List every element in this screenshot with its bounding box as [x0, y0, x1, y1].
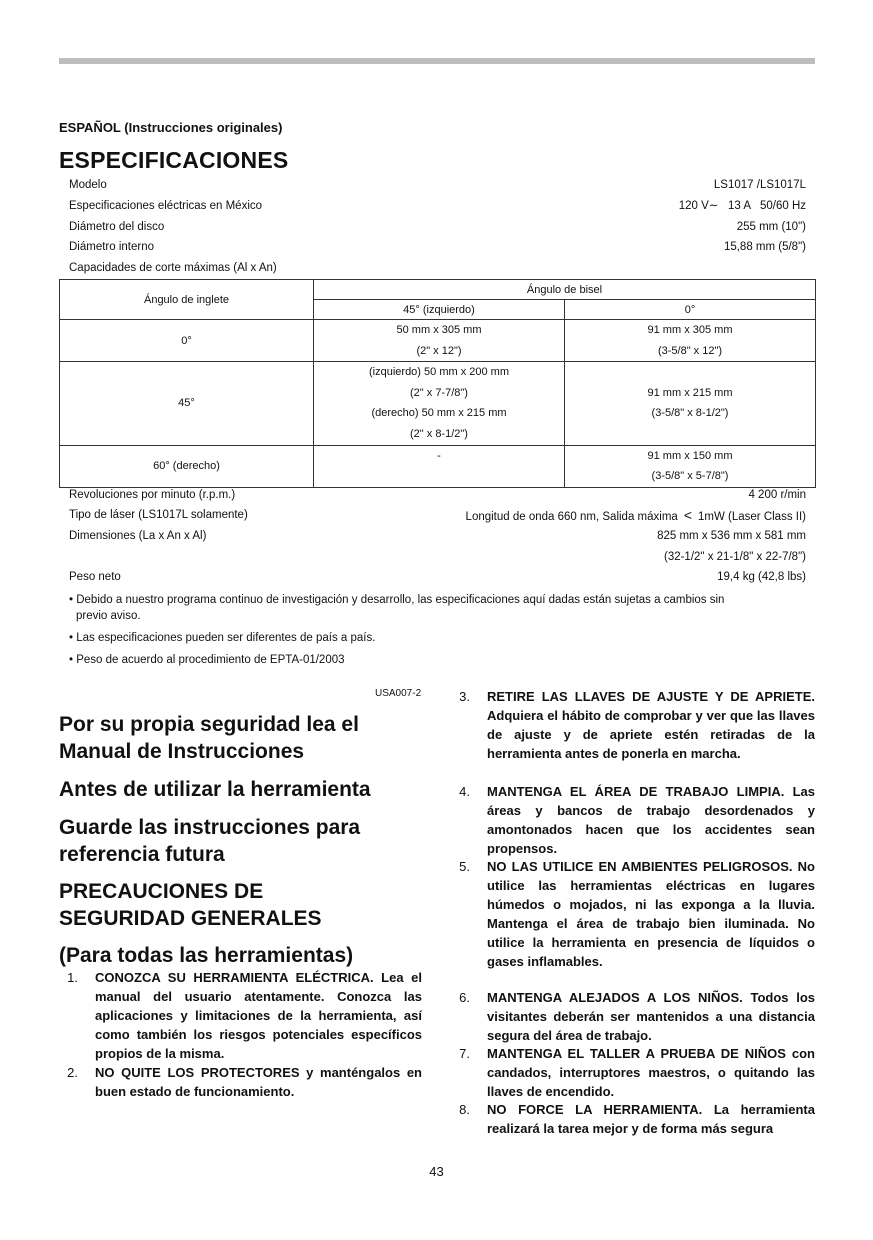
spec-label: Especificaciones eléctricas en México — [69, 200, 263, 212]
item-number: 1. — [67, 970, 78, 985]
item-text: MANTENGA ALEJADOS A LOS NIÑOS. Todos los visitantes deberán ser mantenidos a una distancia segura del área de trabajo. — [487, 990, 815, 1043]
item-number: 7. — [459, 1046, 470, 1061]
bevel-45-cell — [314, 320, 565, 362]
spec-label: Capacidades de corte máximas (Al x An) — [69, 262, 277, 274]
miter-angle-header: Ángulo de inglete — [60, 280, 314, 320]
cell-line: 50 mm x 305 mm — [396, 324, 482, 336]
cell-line: (2" x 8-1/2") — [410, 427, 468, 440]
bevel-0-cell — [565, 320, 816, 362]
bevel-0-cell — [565, 362, 816, 445]
cell-line: (derecho) 50 mm x 215 mm — [371, 407, 507, 420]
heading-keep-line2: referencia futura — [59, 843, 225, 866]
item-text: NO FORCE LA HERRAMIENTA. La herramienta realizará la tarea mejor y de forma más segura — [487, 1102, 815, 1136]
miter-cell: 60° (derecho) — [60, 445, 314, 487]
spec-value: 120 V∼ 13 A 50/60 Hz — [678, 200, 806, 212]
item-text: CONOZCA SU HERRAMIENTA ELÉCTRICA. Lea el manual del usuario atentamente. Conozca las aplicaciones y limitaciones de la herramienta, así como también los riesgos potenciales específicos propios de la misma. — [95, 970, 422, 1061]
bevel-0-cell — [565, 445, 816, 487]
heading-general-line1: PRECAUCIONES DE — [59, 880, 264, 903]
note-3: • Peso de acuerdo al procedimiento de EPTA-01/2003 — [69, 654, 345, 666]
cell-line: (3-5/8" x 5-7/8") — [651, 470, 729, 483]
spec-label: Tipo de láser (LS1017L solamente) — [69, 509, 248, 521]
item-number: 2. — [67, 1065, 78, 1080]
table-row — [60, 320, 816, 362]
heading-general-line2: SEGURIDAD GENERALES — [59, 907, 322, 930]
page-number: 43 — [429, 1164, 444, 1179]
laser-value-b: 1mW (Laser Class II) — [698, 511, 806, 523]
cell-line: - — [437, 449, 441, 462]
cell-line: (3-5/8" x 12") — [657, 344, 723, 357]
item-text: RETIRE LAS LLAVES DE AJUSTE Y DE APRIETE. Adquiera el hábito de comprobar y ver que las llaves de ajuste y de apriete estén retiradas de la herramienta antes de ponerla en marcha. — [487, 689, 815, 761]
less-than-symbol: < — [683, 507, 692, 523]
cell-line: 91 mm x 215 mm — [647, 386, 733, 399]
item-text: MANTENGA EL ÁREA DE TRABAJO LIMPIA. Las áreas y bancos de trabajo desordenados y amontonados hacen que los accidentes sean propensos. — [487, 784, 815, 856]
spec-label: Diámetro del disco — [69, 221, 165, 233]
cell-line: (3-5/8" x 8-1/2") — [651, 407, 729, 420]
cell-line: (izquierdo) 50 mm x 200 mm — [369, 366, 509, 379]
spec-value: 4 200 r/min — [748, 489, 806, 501]
cell-line: (2" x 7-7/8") — [410, 386, 468, 399]
heading-safety-line1: Por su propia seguridad lea el — [59, 713, 359, 736]
bevel-45-cell — [314, 362, 565, 445]
spec-value — [466, 508, 806, 524]
item-text: NO QUITE LOS PROTECTORES y manténgalos en buen estado de funcionamiento. — [95, 1065, 422, 1099]
table-row — [60, 445, 816, 487]
miter-cell: 0° — [60, 320, 314, 362]
heading-all-tools: (Para todas las herramientas) — [59, 944, 354, 967]
spec-value: 825 mm x 536 mm x 581 mm — [657, 530, 806, 542]
item-text: NO LAS UTILICE EN AMBIENTES PELIGROSOS. No utilice las herramientas eléctricas en lugares húmedos o mojados, ni las exponga a la lluvia. Mantenga el área de trabajo bien iluminada. No utilice la herramienta en presencia de líquidos o gases inflamables. — [487, 859, 815, 969]
heading-safety-line2: Manual de Instrucciones — [59, 740, 305, 763]
item-number: 6. — [459, 990, 470, 1005]
spec-value: LS1017 /LS1017L — [713, 179, 806, 191]
language-header: ESPAÑOL (Instrucciones originales) — [59, 120, 283, 135]
document-code: USA007-2 — [375, 688, 422, 699]
bevel-0-header: 0° — [565, 300, 816, 320]
spec-value: 19,4 kg (42,8 lbs) — [717, 571, 806, 583]
spec-label: Diámetro interno — [69, 241, 155, 253]
bevel-45-header: 45° (izquierdo) — [314, 300, 565, 320]
heading-before-use: Antes de utilizar la herramienta — [59, 778, 371, 801]
laser-value-a: Longitud de onda 660 nm, Salida máxima — [465, 511, 678, 523]
bevel-45-cell — [314, 445, 565, 487]
spec-label: Dimensiones (La x An x Al) — [69, 530, 207, 542]
page-title: ESPECIFICACIONES — [59, 147, 289, 173]
cell-line: 91 mm x 305 mm — [647, 324, 733, 336]
note-2: • Las especificaciones pueden ser diferentes de país a país. — [69, 632, 376, 644]
spec-label: Peso neto — [69, 571, 121, 583]
item-number: 4. — [459, 784, 470, 799]
spec-label: Modelo — [69, 179, 107, 191]
item-text: MANTENGA EL TALLER A PRUEBA DE NIÑOS con candados, interruptores maestros, o quitando las llaves de encendido. — [487, 1046, 815, 1099]
spec-value: 15,88 mm (5/8") — [723, 241, 806, 253]
miter-cell: 45° — [60, 362, 314, 445]
spec-value: (32-1/2" x 21-1/8" x 22-7/8") — [663, 551, 806, 563]
cell-line: 91 mm x 150 mm — [647, 449, 733, 462]
note-1-cont: previo aviso. — [76, 610, 141, 622]
bevel-angle-header: Ángulo de bisel — [314, 280, 816, 300]
cutting-capacity-table — [59, 279, 816, 488]
spec-value: 255 mm (10") — [736, 221, 806, 233]
top-rule — [59, 58, 815, 64]
table-row — [60, 362, 816, 445]
heading-keep-line1: Guarde las instrucciones para — [59, 816, 361, 839]
item-number: 5. — [459, 859, 470, 874]
cell-line: (2" x 12") — [416, 344, 462, 357]
item-number: 8. — [459, 1102, 470, 1117]
note-1: • Debido a nuestro programa continuo de investigación y desarrollo, las especificaciones aquí dadas están sujetas a cambios sin — [69, 594, 725, 606]
spec-label: Revoluciones por minuto (r.p.m.) — [69, 489, 236, 501]
item-number: 3. — [459, 689, 470, 704]
